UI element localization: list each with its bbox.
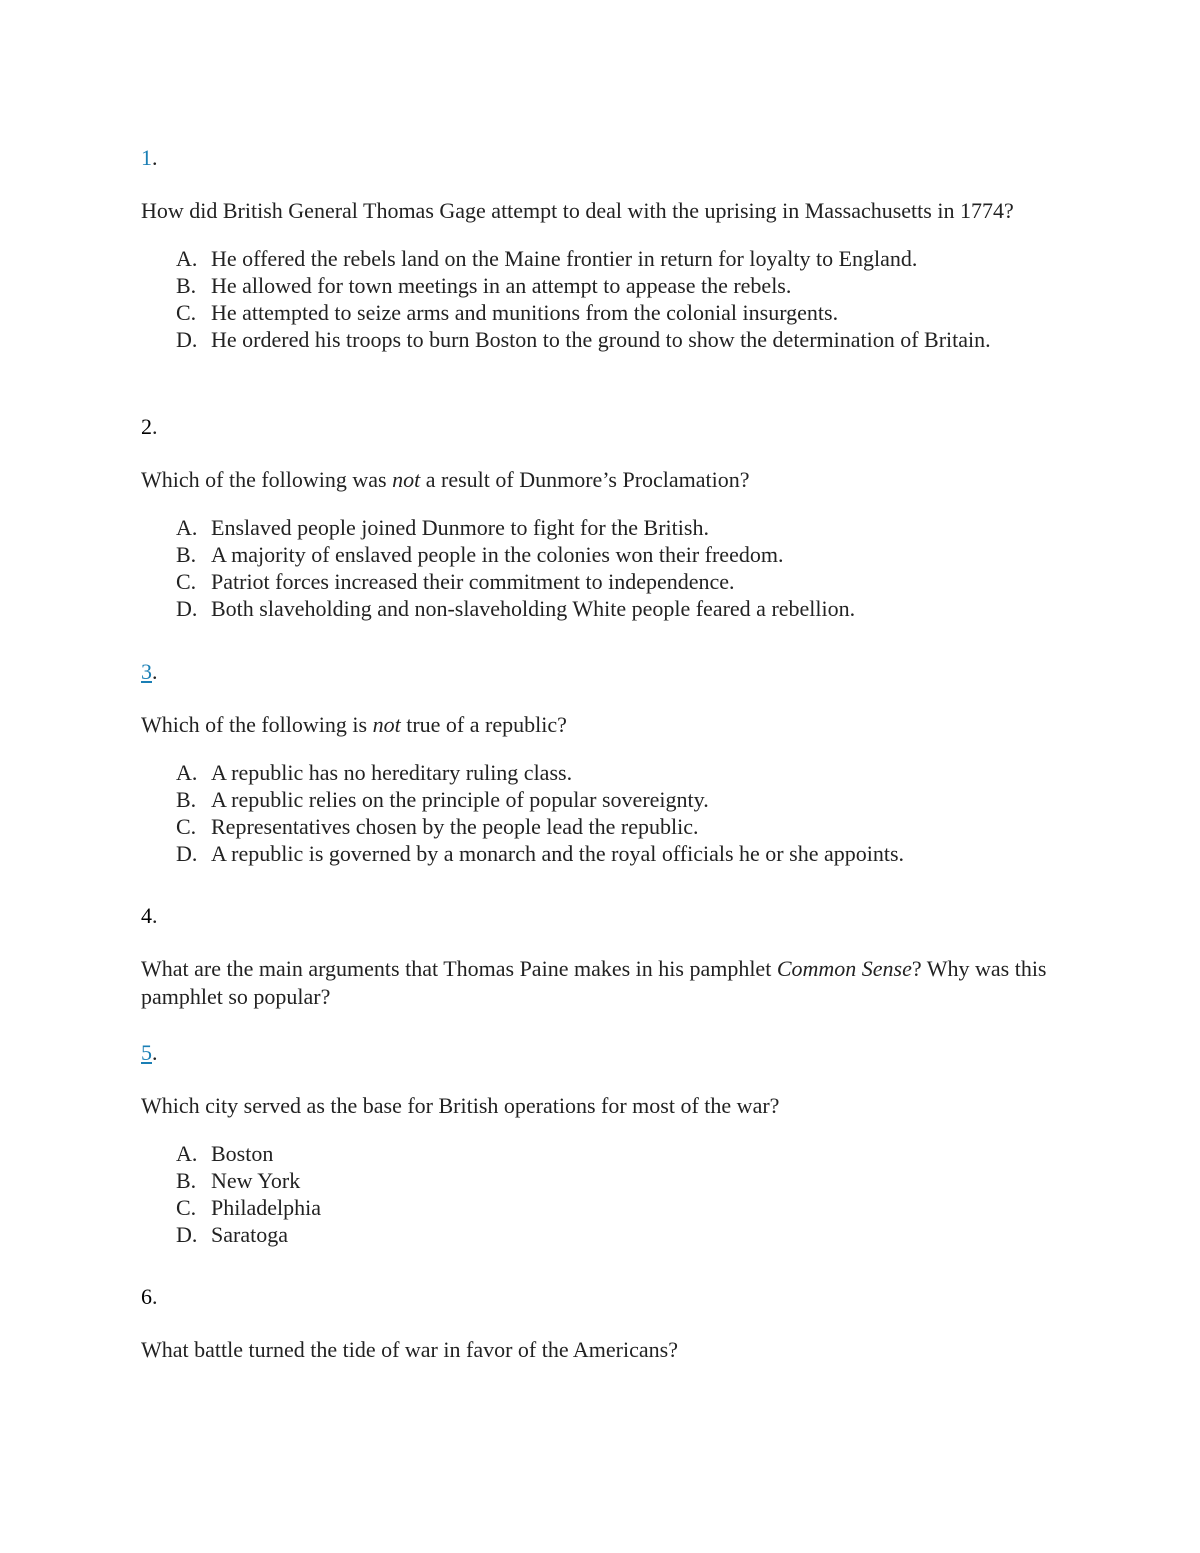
options-list <box>141 759 1061 867</box>
option-b: B. He allowed for town meetings in an attempt to appease the rebels. <box>176 273 792 298</box>
question-text: What are the main arguments that Thomas Paine makes in his pamphlet Common Sense? Why was this pamphlet so popular? <box>141 956 1047 1009</box>
question-1 <box>141 145 1061 353</box>
options-list <box>141 514 1061 622</box>
option-c: C. Representatives chosen by the people lead the republic. <box>176 814 699 839</box>
question-number: 4. <box>141 903 158 928</box>
question-5 <box>141 1040 1061 1248</box>
question-4 <box>141 903 1061 1011</box>
question-text: Which city served as the base for British operations for most of the war? <box>141 1093 780 1118</box>
question-6 <box>141 1284 1061 1364</box>
option-c: C. He attempted to seize arms and munitions from the colonial insurgents. <box>176 300 839 325</box>
question-text: How did British General Thomas Gage attempt to deal with the uprising in Massachusetts in 1774? <box>141 198 1014 223</box>
option-a: A. Enslaved people joined Dunmore to fight for the British. <box>176 515 709 540</box>
option-d: D. He ordered his troops to burn Boston to the ground to show the determination of Britain. <box>176 327 991 352</box>
option-a: A. Boston <box>176 1141 274 1166</box>
option-b: B. A republic relies on the principle of popular sovereignty. <box>176 787 709 812</box>
question-number[interactable]: 5. <box>141 1040 158 1065</box>
question-text: Which of the following is not true of a republic? <box>141 712 567 737</box>
option-c: C. Philadelphia <box>176 1195 321 1220</box>
question-number[interactable]: 1. <box>141 145 158 170</box>
option-b: B. New York <box>176 1168 301 1193</box>
option-d: D. Both slaveholding and non-slaveholding White people feared a rebellion. <box>176 596 856 621</box>
option-b: B. A majority of enslaved people in the colonies won their freedom. <box>176 542 784 567</box>
question-number: 6. <box>141 1284 158 1309</box>
question-number: 2. <box>141 414 158 439</box>
question-3 <box>141 659 1061 867</box>
question-text: What battle turned the tide of war in favor of the Americans? <box>141 1337 678 1362</box>
options-list <box>141 1140 1061 1248</box>
question-text: Which of the following was not a result of Dunmore’s Proclamation? <box>141 467 750 492</box>
option-d: D. A republic is governed by a monarch and the royal officials he or she appoints. <box>176 841 905 866</box>
option-a: A. He offered the rebels land on the Maine frontier in return for loyalty to England. <box>176 246 918 271</box>
option-a: A. A republic has no hereditary ruling class. <box>176 760 573 785</box>
option-c: C. Patriot forces increased their commitment to independence. <box>176 569 735 594</box>
question-number[interactable]: 3. <box>141 659 158 684</box>
question-2 <box>141 414 1061 622</box>
options-list <box>141 245 1061 353</box>
option-d: D. Saratoga <box>176 1222 288 1247</box>
